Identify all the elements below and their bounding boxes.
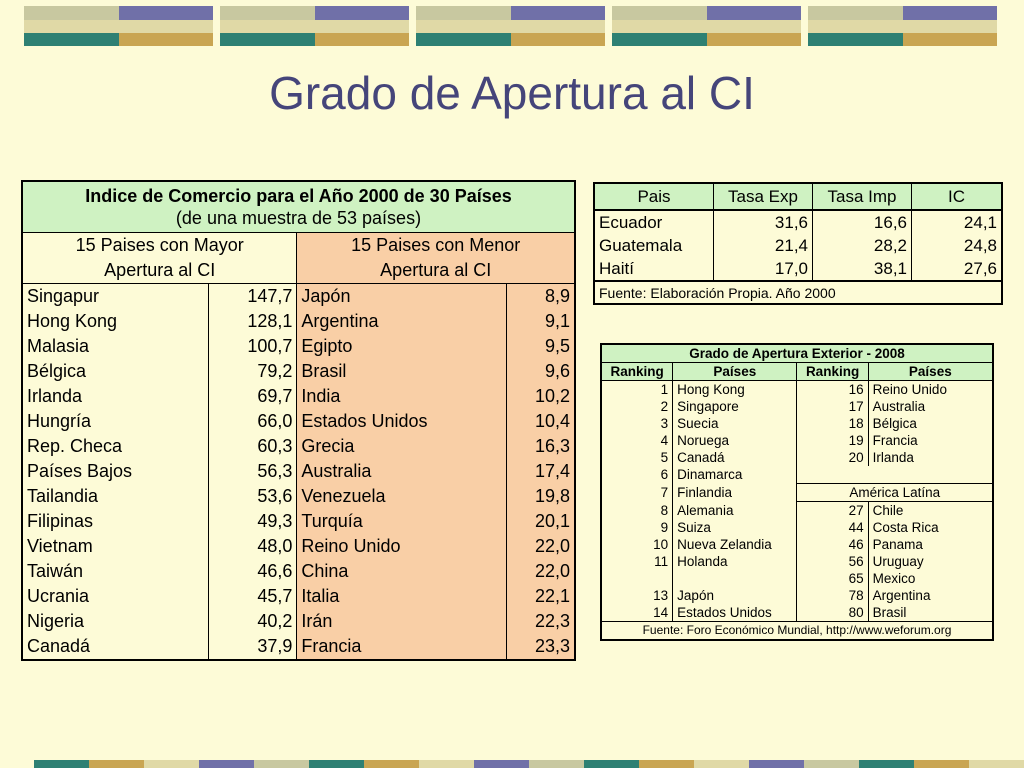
country-cell: Finlandia xyxy=(673,484,797,502)
table-row xyxy=(22,584,575,609)
table-row xyxy=(22,409,575,434)
rank-cell: 46 xyxy=(797,536,868,553)
country-cell: Singapore xyxy=(673,398,797,415)
table-header-row xyxy=(601,363,993,381)
country-cell: China xyxy=(297,559,506,584)
header-line: Apertura al CI xyxy=(380,260,492,280)
band-segment xyxy=(694,760,749,768)
value-cell: 79,2 xyxy=(209,359,297,384)
table-row xyxy=(22,334,575,359)
value-cell: 10,4 xyxy=(506,409,575,434)
value-cell: 17,0 xyxy=(714,257,813,281)
band-segment xyxy=(749,760,804,768)
band-segment xyxy=(859,760,914,768)
value-cell: 16,6 xyxy=(813,210,912,234)
rank-cell: 19 xyxy=(797,432,868,449)
value-cell: 38,1 xyxy=(813,257,912,281)
country-cell: Japón xyxy=(673,587,797,604)
country-cell: Guatemala xyxy=(594,234,714,257)
value-cell: 56,3 xyxy=(209,459,297,484)
table-row xyxy=(22,384,575,409)
rank-cell: 20 xyxy=(797,449,868,466)
table-row xyxy=(601,381,993,399)
page-title: Grado de Apertura al CI xyxy=(269,67,755,119)
band-block xyxy=(612,6,801,46)
value-cell: 28,2 xyxy=(813,234,912,257)
column-header: Tasa Imp xyxy=(813,183,912,210)
country-cell: Brasil xyxy=(297,359,506,384)
table-row xyxy=(601,587,993,604)
value-cell: 20,1 xyxy=(506,509,575,534)
country-cell: India xyxy=(297,384,506,409)
table-row xyxy=(601,484,993,502)
country-cell: Francia xyxy=(297,634,506,660)
table-row xyxy=(22,434,575,459)
table-row xyxy=(594,210,1002,234)
trade-index-table xyxy=(21,180,576,661)
table-body xyxy=(22,284,575,661)
band-segment xyxy=(804,760,859,768)
table-row xyxy=(22,609,575,634)
country-cell: Uruguay xyxy=(872,554,924,569)
rank-cell: 14 xyxy=(601,604,673,622)
country-cell: Brasil xyxy=(872,605,907,620)
band-segment xyxy=(474,760,529,768)
column-header: Tasa Exp xyxy=(714,183,813,210)
country-cell: Nueva Zelandia xyxy=(673,536,797,553)
column-header: Pais xyxy=(594,183,714,210)
country-cell: Hungría xyxy=(22,409,209,434)
rank-cell: 3 xyxy=(601,415,673,432)
country-cell: Argentina xyxy=(872,588,931,603)
country-cell: Australia xyxy=(872,399,926,414)
value-cell: 147,7 xyxy=(209,284,297,310)
country-cell: Ucrania xyxy=(22,584,209,609)
value-cell: 8,9 xyxy=(506,284,575,310)
table-row xyxy=(22,284,575,310)
value-cell: 48,0 xyxy=(209,534,297,559)
country-cell: Venezuela xyxy=(297,484,506,509)
value-cell: 66,0 xyxy=(209,409,297,434)
country-cell: Suecia xyxy=(673,415,797,432)
value-cell: 23,3 xyxy=(506,634,575,660)
country-cell: Hong Kong xyxy=(673,381,797,399)
rank-cell: 44 xyxy=(797,519,868,536)
value-cell: 45,7 xyxy=(209,584,297,609)
table-row xyxy=(22,484,575,509)
table-row xyxy=(22,634,575,660)
value-cell: 128,1 xyxy=(209,309,297,334)
band-segment xyxy=(199,760,254,768)
country-cell: Irán xyxy=(297,609,506,634)
rank-cell: 56 xyxy=(797,553,868,570)
country-cell: Haití xyxy=(594,257,714,281)
rank-cell: 2 xyxy=(601,398,673,415)
top-countries-header xyxy=(22,233,297,284)
band-block xyxy=(24,6,213,46)
band-segment xyxy=(639,760,694,768)
table-row xyxy=(601,502,993,520)
table-row xyxy=(594,257,1002,281)
rank-cell: 8 xyxy=(601,502,673,520)
value-cell: 69,7 xyxy=(209,384,297,409)
column-header: Países xyxy=(868,363,993,381)
value-cell: 16,3 xyxy=(506,434,575,459)
country-cell: Reino Unido xyxy=(297,534,506,559)
country-cell: Irlanda xyxy=(872,450,914,465)
band-segment xyxy=(584,760,639,768)
rank-cell: 10 xyxy=(601,536,673,553)
band-block xyxy=(808,6,997,46)
value-cell: 22,0 xyxy=(506,559,575,584)
country-cell: Egipto xyxy=(297,334,506,359)
column-header: IC xyxy=(912,183,1003,210)
value-cell: 24,1 xyxy=(963,212,997,232)
table-row xyxy=(22,534,575,559)
value-cell: 53,6 xyxy=(209,484,297,509)
column-header: Países xyxy=(673,363,797,381)
source-note: Fuente: Elaboración Propia. Año 2000 xyxy=(594,281,1002,304)
rank-cell: 7 xyxy=(601,484,673,502)
country-cell: Taiwán xyxy=(22,559,209,584)
value-cell: 60,3 xyxy=(209,434,297,459)
country-cell: Canadá xyxy=(22,634,209,660)
band-segment xyxy=(419,760,474,768)
rank-cell: 65 xyxy=(797,570,868,587)
table-row xyxy=(22,309,575,334)
country-cell: Vietnam xyxy=(22,534,209,559)
band-segment xyxy=(144,760,199,768)
country-cell: Turquía xyxy=(297,509,506,534)
country-cell: Países Bajos xyxy=(22,459,209,484)
value-cell: 9,6 xyxy=(506,359,575,384)
country-cell: Filipinas xyxy=(22,509,209,534)
country-cell: Alemania xyxy=(673,502,797,520)
table-body xyxy=(601,381,993,622)
table-row xyxy=(601,432,993,449)
country-cell: Holanda xyxy=(673,553,797,570)
source-note: Fuente: Foro Económico Mundial, http://www.weforum.org xyxy=(601,622,993,641)
table-row xyxy=(601,466,993,484)
country-cell: Rep. Checa xyxy=(22,434,209,459)
rank-cell: 6 xyxy=(601,466,673,484)
country-cell: Australia xyxy=(297,459,506,484)
value-cell: 22,0 xyxy=(506,534,575,559)
value-cell: 100,7 xyxy=(209,334,297,359)
country-cell: Bélgica xyxy=(22,359,209,384)
value-cell: 37,9 xyxy=(209,634,297,660)
ic-table xyxy=(593,182,1003,305)
rank-cell: 27 xyxy=(797,502,868,520)
rank-cell: 13 xyxy=(601,587,673,604)
bottom-decorative-band xyxy=(34,760,1024,768)
country-cell: Costa Rica xyxy=(872,520,939,535)
value-cell: 46,6 xyxy=(209,559,297,584)
rank-cell: 17 xyxy=(797,398,868,415)
country-cell: Italia xyxy=(297,584,506,609)
ranking-table xyxy=(600,343,994,641)
rank-cell xyxy=(601,570,673,587)
empty-cell xyxy=(797,466,993,484)
value-cell: 49,3 xyxy=(209,509,297,534)
value-cell: 10,2 xyxy=(506,384,575,409)
country-cell: Panama xyxy=(872,537,923,552)
table-body xyxy=(594,210,1002,281)
value-cell: 9,1 xyxy=(506,309,575,334)
table-row xyxy=(22,509,575,534)
country-cell: Grecia xyxy=(297,434,506,459)
country-cell: Estados Unidos xyxy=(673,604,797,622)
column-header: Ranking xyxy=(797,363,868,381)
value-cell: 24,8 xyxy=(963,235,997,255)
country-cell: Tailandia xyxy=(22,484,209,509)
table-row xyxy=(601,398,993,415)
rank-cell: 18 xyxy=(797,415,868,432)
rank-cell: 9 xyxy=(601,519,673,536)
country-cell: Argentina xyxy=(297,309,506,334)
value-cell: 27,6 xyxy=(963,258,997,278)
country-cell: Singapur xyxy=(22,284,209,310)
country-cell: Reino Unido xyxy=(872,382,947,397)
table-header-row xyxy=(594,183,1002,210)
country-cell: Francia xyxy=(872,433,918,448)
header-line: 15 Paises con Mayor xyxy=(75,235,244,255)
value-cell: 22,1 xyxy=(506,584,575,609)
country-cell: Bélgica xyxy=(872,416,917,431)
table-row xyxy=(601,604,993,622)
country-cell: Canadá xyxy=(673,449,797,466)
value-cell: 19,8 xyxy=(506,484,575,509)
country-cell: Suiza xyxy=(673,519,797,536)
table-row xyxy=(601,536,993,553)
latin-america-subheader: América Latína xyxy=(797,484,993,502)
table-row xyxy=(601,415,993,432)
band-segment xyxy=(529,760,584,768)
rank-cell: 78 xyxy=(797,587,868,604)
band-segment xyxy=(364,760,419,768)
country-cell: Mexico xyxy=(872,571,916,586)
value-cell: 40,2 xyxy=(209,609,297,634)
band-segment xyxy=(34,760,89,768)
value-cell: 31,6 xyxy=(714,210,813,234)
value-cell: 17,4 xyxy=(506,459,575,484)
bottom-countries-header xyxy=(297,233,575,284)
band-block xyxy=(416,6,605,46)
rank-cell: 16 xyxy=(797,381,868,399)
country-cell: Ecuador xyxy=(594,210,714,234)
country-cell xyxy=(673,570,797,587)
rank-cell: 80 xyxy=(797,604,868,622)
value-cell: 9,5 xyxy=(506,334,575,359)
country-cell: Dinamarca xyxy=(673,466,797,484)
rank-cell: 1 xyxy=(601,381,673,399)
country-cell: Irlanda xyxy=(22,384,209,409)
table-row xyxy=(601,449,993,466)
band-segment xyxy=(969,760,1024,768)
rank-cell: 4 xyxy=(601,432,673,449)
country-cell: Japón xyxy=(297,284,506,310)
column-header: Ranking xyxy=(601,363,673,381)
table-row xyxy=(601,570,993,587)
value-cell: 21,4 xyxy=(714,234,813,257)
country-cell: Noruega xyxy=(673,432,797,449)
band-segment xyxy=(914,760,969,768)
country-cell: Nigeria xyxy=(22,609,209,634)
rank-cell: 5 xyxy=(601,449,673,466)
table-row xyxy=(594,234,1002,257)
top-decorative-band xyxy=(24,6,1000,46)
header-line: Apertura al CI xyxy=(104,260,216,280)
country-cell: Hong Kong xyxy=(22,309,209,334)
band-segment xyxy=(254,760,309,768)
value-cell: 22,3 xyxy=(506,609,575,634)
rank-cell: 11 xyxy=(601,553,673,570)
table-row xyxy=(601,553,993,570)
table-title: Grado de Apertura Exterior - 2008 xyxy=(601,344,993,363)
country-cell: Estados Unidos xyxy=(297,409,506,434)
band-segment xyxy=(89,760,144,768)
table-row xyxy=(22,459,575,484)
table-row xyxy=(22,559,575,584)
country-cell: Malasia xyxy=(22,334,209,359)
band-segment xyxy=(309,760,364,768)
table-title: Indice de Comercio para el Año 2000 de 30 Países xyxy=(85,186,512,206)
table-header xyxy=(22,181,575,233)
table-row xyxy=(601,519,993,536)
table-row xyxy=(22,359,575,384)
header-line: 15 Paises con Menor xyxy=(351,235,521,255)
band-block xyxy=(220,6,409,46)
country-cell: Chile xyxy=(872,503,904,518)
table-subtitle: (de una muestra de 53 países) xyxy=(175,208,422,228)
